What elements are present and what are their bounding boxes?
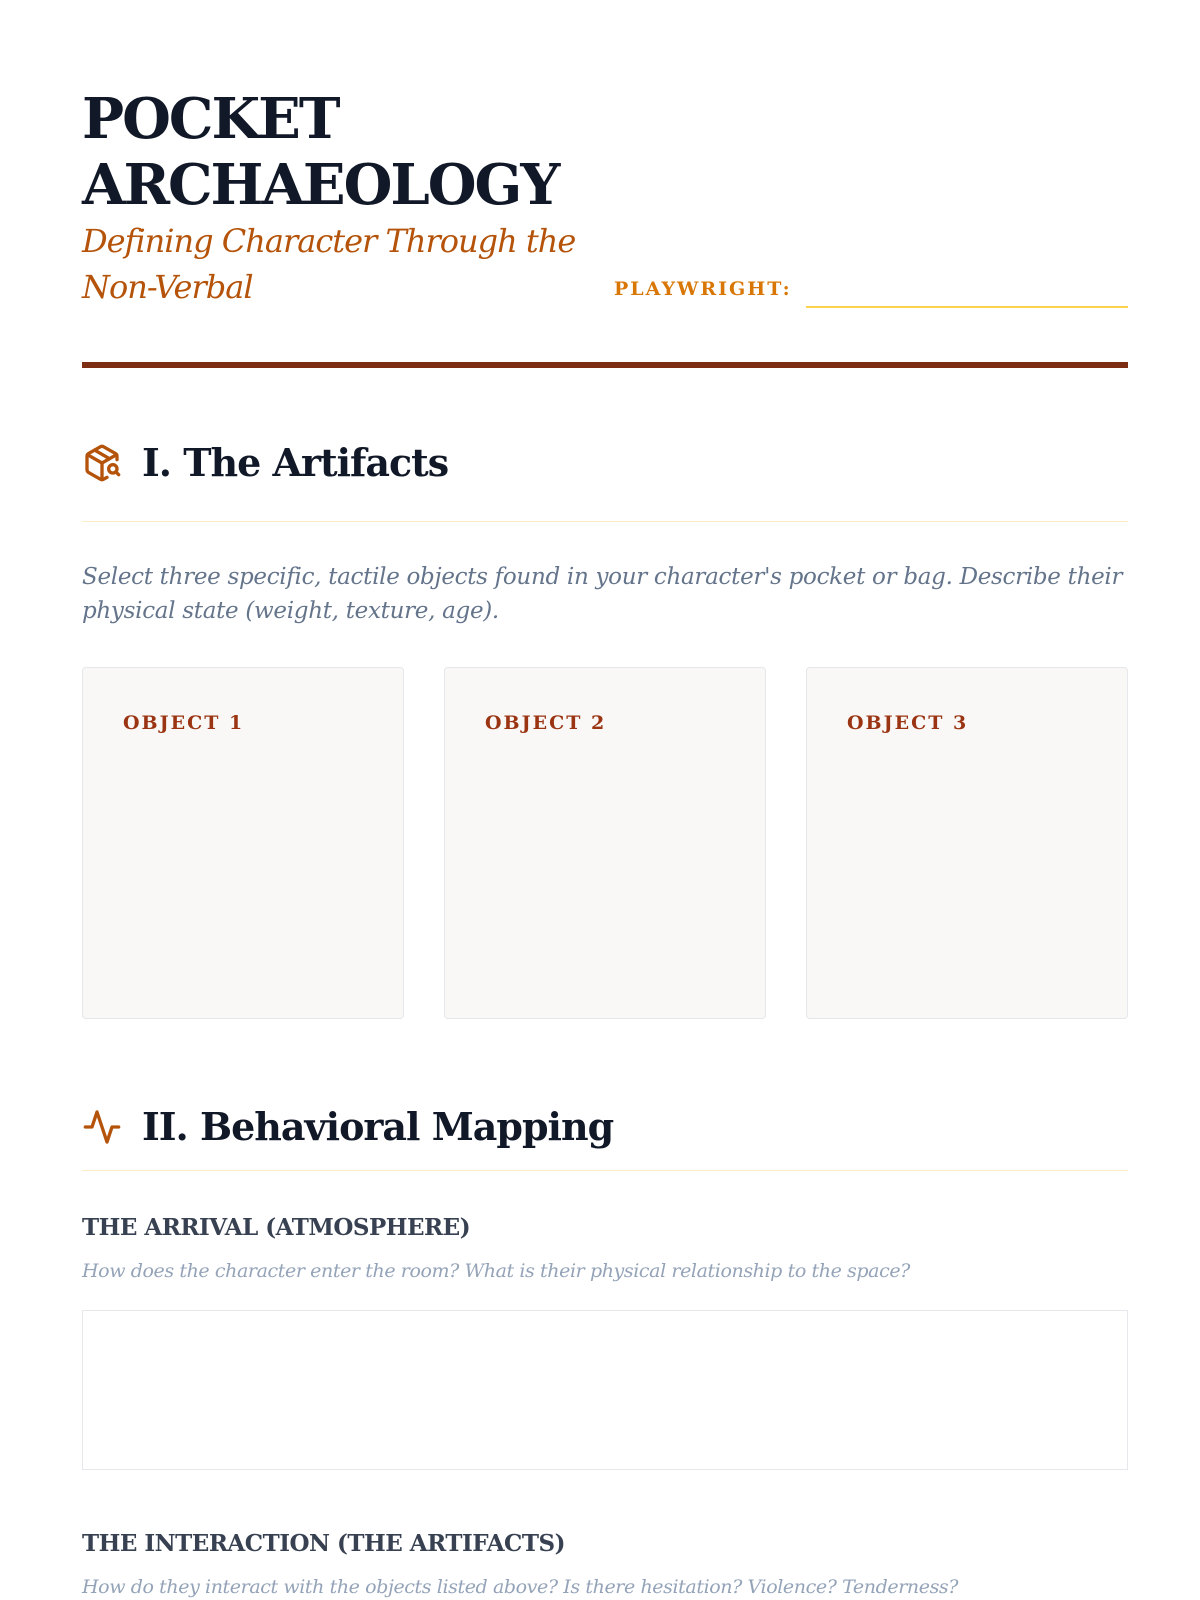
object-card-3[interactable] xyxy=(806,667,1128,1019)
object-card-1[interactable] xyxy=(82,667,404,1019)
page-subtitle: Defining Character Through the Non-Verbal xyxy=(82,222,576,306)
activity-pulse-icon xyxy=(82,1107,122,1147)
arrival-label: THE ARRIVAL (ATMOSPHERE) xyxy=(82,1214,471,1241)
section-artifacts-divider xyxy=(82,521,1128,522)
page-title xyxy=(82,86,558,218)
object-card-label: OBJECT 2 xyxy=(485,712,607,734)
object-card-label: OBJECT 3 xyxy=(847,712,969,734)
playwright-label: PLAYWRIGHT: xyxy=(614,278,792,300)
object-cards xyxy=(82,667,1128,1019)
header-divider xyxy=(82,362,1128,368)
arrival-textarea[interactable] xyxy=(82,1310,1128,1470)
section-artifacts-header xyxy=(82,440,448,485)
section-artifacts-title: I. The Artifacts xyxy=(142,440,449,485)
section-behavior-divider xyxy=(82,1170,1128,1171)
section-behavior-title: II. Behavioral Mapping xyxy=(142,1104,614,1149)
object-card-label: OBJECT 1 xyxy=(123,712,245,734)
section-behavior-header xyxy=(82,1104,613,1149)
object-card-2[interactable] xyxy=(444,667,766,1019)
package-search-icon xyxy=(82,443,122,483)
section-artifacts-instructions: Select three specific, tactile objects found in your character's pocket or bag. Describe their physical state (weight, texture, age). xyxy=(82,564,1123,624)
interaction-label: THE INTERACTION (THE ARTIFACTS) xyxy=(82,1530,565,1557)
arrival-hint: How does the character enter the room? What is their physical relationship to the space? xyxy=(82,1260,910,1282)
title-line-1: POCKET xyxy=(82,86,339,152)
interaction-hint: How do they interact with the objects listed above? Is there hesitation? Violence? Tenderness? xyxy=(82,1576,959,1598)
title-line-2: ARCHAEOLOGY xyxy=(82,152,559,218)
playwright-field[interactable] xyxy=(806,306,1128,308)
